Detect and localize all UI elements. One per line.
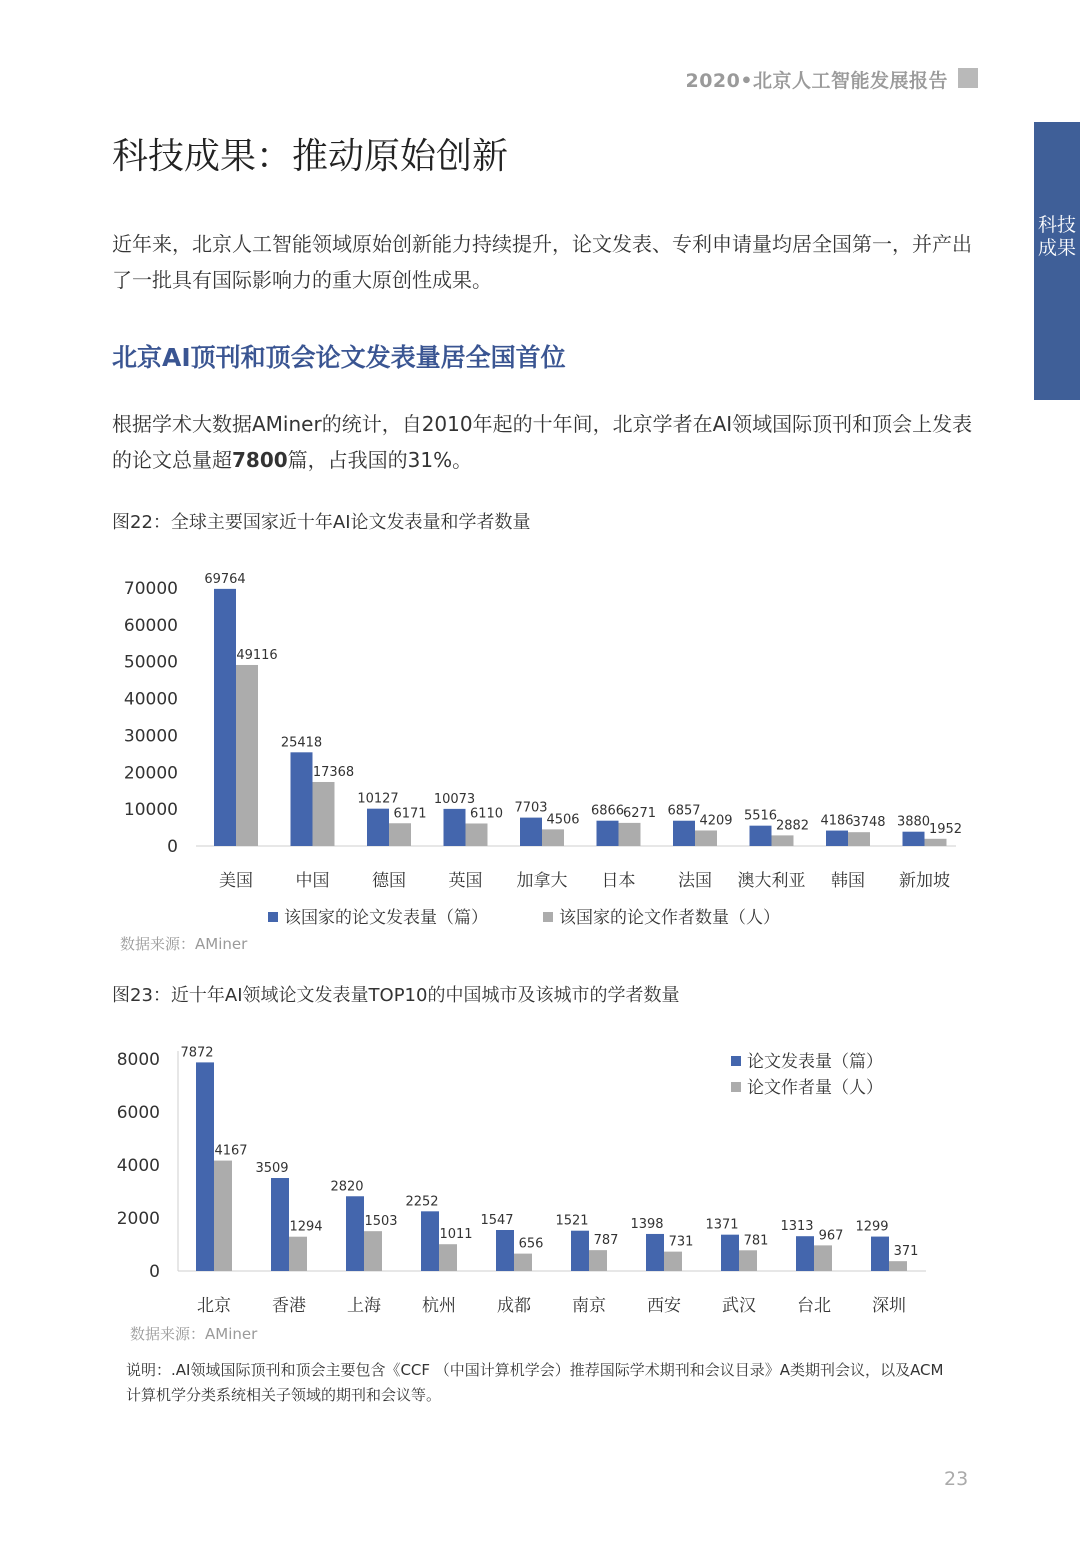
figure23-bar-series2 <box>889 1261 907 1271</box>
figure22-data-label-series2: 4506 <box>546 812 580 828</box>
figure22-data-label-series1: 10073 <box>433 791 476 807</box>
figure22-bar-series1 <box>520 818 542 846</box>
figure23-bar-series2 <box>289 1237 307 1271</box>
figure23-y-tick-label: 4000 <box>116 1156 160 1176</box>
side-tab-label: 科技成果 <box>1037 214 1076 259</box>
figure22-bar-series1 <box>291 752 313 846</box>
figure22-data-label-series2: 6110 <box>469 806 504 822</box>
figure22-bar-series2 <box>695 830 717 846</box>
figure22-x-category-label: 澳大利亚 <box>737 871 806 891</box>
figure23-bar-series2 <box>739 1250 757 1271</box>
figure22-bar-series2 <box>313 782 335 846</box>
figure22-bar-series2 <box>925 839 947 846</box>
figure22-y-tick-label: 0 <box>167 837 178 857</box>
figure23-x-category-label: 成都 <box>497 1296 531 1316</box>
figure22-bar-series1 <box>597 821 619 846</box>
figure23-y-tick-label: 8000 <box>116 1050 160 1070</box>
figure22-data-label-series1: 7703 <box>514 800 548 816</box>
figure23-x-category-label: 北京 <box>197 1296 231 1316</box>
figure23-bar-series1 <box>346 1196 364 1271</box>
figure23-data-label-series2: 787 <box>593 1233 619 1249</box>
figure23-x-category-label: 台北 <box>797 1296 831 1316</box>
page-number: 23 <box>944 1468 969 1490</box>
figure23-data-label-series2: 1294 <box>289 1219 323 1235</box>
page-title: 科技成果：推动原始创新 <box>112 136 509 177</box>
figure22-x-category-label: 韩国 <box>831 871 865 891</box>
figure22-bar-series1 <box>750 826 772 846</box>
figure23-bar-series1 <box>871 1237 889 1271</box>
figure22-data-label-series1: 4186 <box>820 813 854 829</box>
figure22-data-label-series2: 1952 <box>928 821 963 837</box>
figure22-x-category-label: 加拿大 <box>516 871 568 891</box>
figure22-legend-swatch <box>268 912 278 922</box>
figure22-bar-series2 <box>236 665 258 846</box>
figure23-legend-label: 论文发表量（篇） <box>747 1052 883 1072</box>
figure22-bar-series1 <box>214 589 236 846</box>
figure23-data-label-series2: 4167 <box>214 1143 248 1159</box>
figure23-bar-series1 <box>646 1234 664 1271</box>
figure23-y-tick-label: 0 <box>149 1262 160 1282</box>
figure23-x-category-label: 香港 <box>272 1296 306 1316</box>
figure23-bar-series2 <box>814 1245 832 1271</box>
figure23-data-label-series1: 1547 <box>480 1213 514 1229</box>
figure23-data-label-series2: 731 <box>668 1234 694 1250</box>
figure23-data-label-series1: 1521 <box>555 1213 589 1229</box>
figure23-data-label-series1: 3509 <box>255 1161 289 1177</box>
figure23-bar-series1 <box>496 1230 514 1271</box>
figure22-bar-series2 <box>466 823 488 846</box>
figure22-bar-series2 <box>389 823 411 846</box>
paragraph-text-after: 篇，占我国的31%。 <box>287 448 473 472</box>
side-section-tab <box>1034 122 1080 400</box>
figure23-bar-series2 <box>214 1161 232 1271</box>
paragraph-bold-figure: 7800 <box>232 448 288 472</box>
figure22-y-tick-label: 30000 <box>123 726 178 747</box>
figure22-data-label-series1: 6857 <box>667 803 701 819</box>
figure23-y-tick-label: 6000 <box>116 1103 160 1123</box>
figure23-bar-series1 <box>196 1062 214 1271</box>
figure22-bar-series2 <box>848 832 870 846</box>
figure22-data-label-series2: 2882 <box>775 818 810 834</box>
figure22-legend-swatch <box>543 912 553 922</box>
figure23-data-label-series1: 2820 <box>330 1179 364 1195</box>
figure23-bar-series2 <box>514 1254 532 1271</box>
figure22-data-label-series1: 69764 <box>204 571 246 587</box>
figure23-data-label-series1: 1398 <box>630 1216 664 1232</box>
figure23-data-label-series2: 656 <box>518 1236 544 1252</box>
figure23-data-label-series2: 1011 <box>439 1227 473 1243</box>
figure23-bar-series1 <box>571 1231 589 1271</box>
figure23-data-label-series2: 1503 <box>364 1214 398 1230</box>
figure22-y-tick-label: 60000 <box>123 615 178 636</box>
figure22-bar-series1 <box>444 809 466 846</box>
figure22-source: 数据来源：AMiner <box>120 935 248 953</box>
figure22-x-category-label: 中国 <box>295 871 330 891</box>
header-square-mark <box>958 68 978 88</box>
figure22-bar-series1 <box>826 831 848 846</box>
figure23-bar-series1 <box>271 1178 289 1271</box>
figure23-data-label-series1: 7872 <box>180 1045 214 1061</box>
intro-paragraph: 近年来，北京人工智能领域原始创新能力持续提升，论文发表、专利申请量均居全国第一，并产出了一批具有国际影响力的重大原创性成果。 <box>112 232 972 292</box>
figure22-y-tick-label: 70000 <box>123 579 178 599</box>
figure22-legend-label: 该国家的论文发表量（篇） <box>284 908 488 928</box>
figure23-legend-swatch <box>731 1056 741 1066</box>
section-heading: 北京AI顶刊和顶会论文发表量居全国首位 <box>112 343 566 372</box>
figure22-x-category-label: 英国 <box>448 871 483 891</box>
figure23-x-category-label: 深圳 <box>872 1296 906 1316</box>
figure23-bar-series2 <box>439 1244 457 1271</box>
figure23-legend-swatch <box>731 1082 741 1092</box>
footnote: 说明：.AI领域国际顶刊和顶会主要包含《CCF （中国计算机学会）推荐国际学术期刊和会议目录》A类期刊会议，以及ACM计算机学分类系统相关子领域的期刊和会议等。 <box>126 1361 944 1404</box>
figure23-data-label-series1: 1313 <box>780 1219 814 1235</box>
figure23-legend-label: 论文作者量（人） <box>747 1078 883 1098</box>
figure22-y-tick-label: 10000 <box>123 800 178 821</box>
figure23-x-category-label: 西安 <box>647 1296 681 1316</box>
figure22-data-label-series2: 4209 <box>699 813 733 829</box>
figure23-bar-series1 <box>796 1236 814 1271</box>
figure22-y-tick-label: 50000 <box>123 652 178 673</box>
figure22-data-label-series1: 25418 <box>280 735 323 751</box>
figure23-source: 数据来源：AMiner <box>130 1325 258 1343</box>
figure22-caption: 图22：全球主要国家近十年AI论文发表量和学者数量 <box>112 512 531 533</box>
figure22-data-label-series1: 5516 <box>743 808 778 824</box>
figure22-x-category-label: 德国 <box>372 871 406 891</box>
figure23-data-label-series2: 781 <box>743 1233 769 1249</box>
figure23-data-label-series1: 1371 <box>705 1217 739 1233</box>
figure22-bar-series2 <box>619 823 641 846</box>
figure22-data-label-series1: 10127 <box>357 791 399 807</box>
figure22-data-label-series1: 3880 <box>896 814 931 830</box>
figure22-bar-series1 <box>903 832 925 846</box>
figure22-legend-label: 该国家的论文作者数量（人） <box>559 908 780 928</box>
figure22-x-category-label: 法国 <box>678 871 712 891</box>
figure23-x-category-label: 武汉 <box>722 1296 756 1316</box>
figure23-bar-series1 <box>421 1211 439 1271</box>
figure23-chart <box>0 1026 1080 1326</box>
figure23-bar-series2 <box>664 1252 682 1271</box>
figure22-x-category-label: 日本 <box>601 871 636 891</box>
figure22-bar-series1 <box>367 809 389 846</box>
paragraph-text-before: 根据学术大数据AMiner的统计，自2010年起的十年间，北京学者在AI领域国际顶刊和顶会上发表的论文总量超 <box>112 412 973 472</box>
figure22-y-tick-label: 20000 <box>123 763 178 784</box>
figure23-data-label-series2: 371 <box>893 1244 919 1260</box>
figure23-data-label-series2: 967 <box>818 1228 844 1244</box>
figure23-data-label-series1: 2252 <box>405 1194 439 1210</box>
figure22-bar-series1 <box>673 821 695 846</box>
figure22-data-label-series1: 6866 <box>590 803 625 819</box>
figure23-bar-series2 <box>589 1250 607 1271</box>
figure23-caption: 图23：近十年AI领域论文发表量TOP10的中国城市及该城市的学者数量 <box>112 985 680 1006</box>
report-header-title: 2020•北京人工智能发展报告 <box>685 70 948 92</box>
figure22-x-category-label: 新加坡 <box>899 871 950 891</box>
figure22-bar-series2 <box>772 835 794 846</box>
figure22-data-label-series2: 3748 <box>852 815 886 831</box>
figure22-data-label-series2: 49116 <box>236 647 278 663</box>
figure22-data-label-series2: 6171 <box>393 806 427 822</box>
figure22-bar-series2 <box>542 829 564 846</box>
figure23-x-category-label: 南京 <box>572 1296 606 1316</box>
figure23-x-category-label: 上海 <box>347 1296 381 1316</box>
figure23-bar-series2 <box>364 1231 382 1271</box>
figure22-data-label-series2: 6271 <box>622 805 657 821</box>
aminer-paragraph <box>112 406 982 478</box>
figure23-data-label-series1: 1299 <box>855 1219 889 1235</box>
figure23-y-tick-label: 2000 <box>116 1209 160 1229</box>
figure22-chart <box>0 550 1080 940</box>
figure22-data-label-series2: 17368 <box>312 764 355 780</box>
figure22-x-category-label: 美国 <box>219 871 253 891</box>
figure23-x-category-label: 杭州 <box>422 1296 456 1316</box>
figure22-y-tick-label: 40000 <box>123 689 178 710</box>
figure23-bar-series1 <box>721 1235 739 1271</box>
